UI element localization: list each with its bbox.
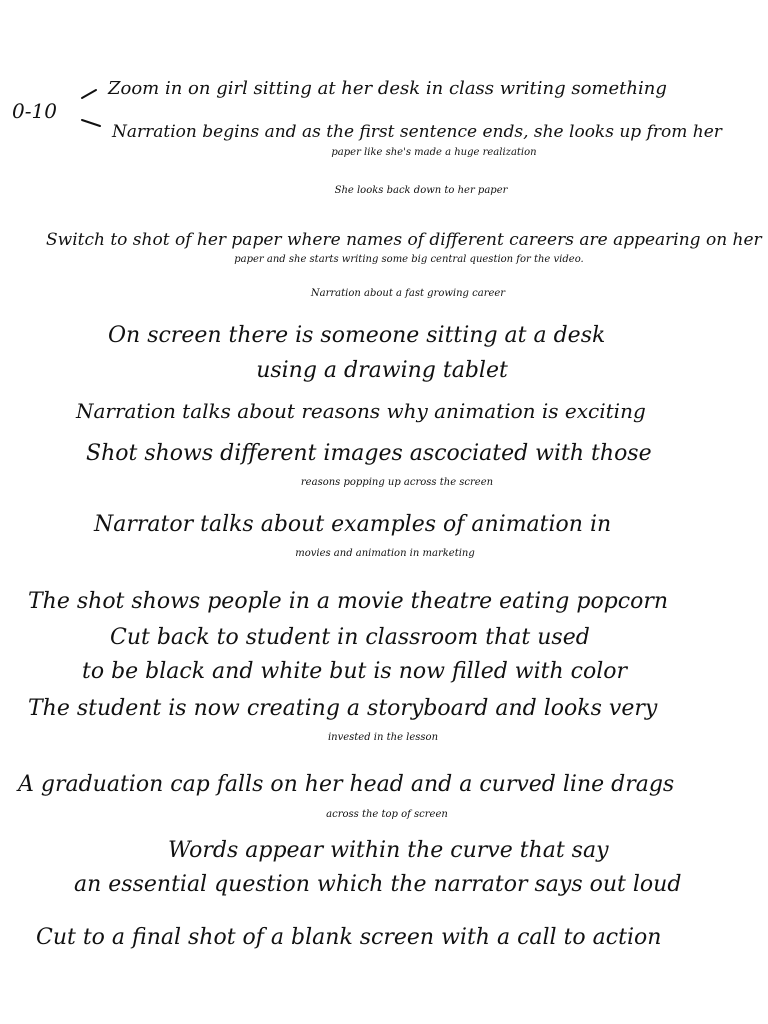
- time-range-label: 0-10: [12, 99, 57, 123]
- storyboard-line: Narration begins and as the first sentence ends, she looks up from her: [112, 122, 722, 142]
- storyboard-line: using a drawing tablet: [256, 358, 508, 383]
- storyboard-line: across the top of screen: [326, 809, 448, 820]
- storyboard-line: Switch to shot of her paper where names of different careers are appearing on her: [46, 230, 762, 250]
- bracket-strokes-icon: [0, 84, 120, 144]
- storyboard-line: The shot shows people in a movie theatre eating popcorn: [28, 589, 669, 614]
- storyboard-line: Narrator talks about examples of animation in: [94, 512, 612, 537]
- storyboard-line: She looks back down to her paper: [334, 185, 508, 196]
- storyboard-line: Cut back to student in classroom that used: [110, 625, 590, 650]
- storyboard-line: reasons popping up across the screen: [300, 477, 494, 488]
- storyboard-line: paper and she starts writing some big central question for the video.: [234, 254, 584, 265]
- margin-annotation: [0, 84, 120, 144]
- storyboard-line: to be black and white but is now filled with color: [82, 659, 628, 684]
- storyboard-line: Narration talks about reasons why animation is exciting: [76, 399, 646, 423]
- storyboard-line: paper like she's made a huge realization: [331, 147, 537, 158]
- storyboard-line: A graduation cap falls on her head and a curved line drags: [18, 772, 675, 797]
- storyboard-line: The student is now creating a storyboard and looks very: [28, 696, 658, 721]
- storyboard-line: Words appear within the curve that say: [168, 838, 609, 863]
- storyboard-line: movies and animation in marketing: [295, 548, 475, 559]
- storyboard-line: Shot shows different images ascociated with those: [86, 441, 652, 466]
- storyboard-line: On screen there is someone sitting at a desk: [108, 323, 606, 348]
- storyboard-line: Zoom in on girl sitting at her desk in class writing something: [108, 78, 667, 99]
- storyboard-line: Narration about a fast growing career: [310, 288, 506, 299]
- storyboard-line: an essential question which the narrator says out loud: [74, 872, 682, 897]
- storyboard-line: invested in the lesson: [327, 732, 439, 743]
- storyboard-line: Cut to a final shot of a blank screen with a call to action: [36, 925, 662, 950]
